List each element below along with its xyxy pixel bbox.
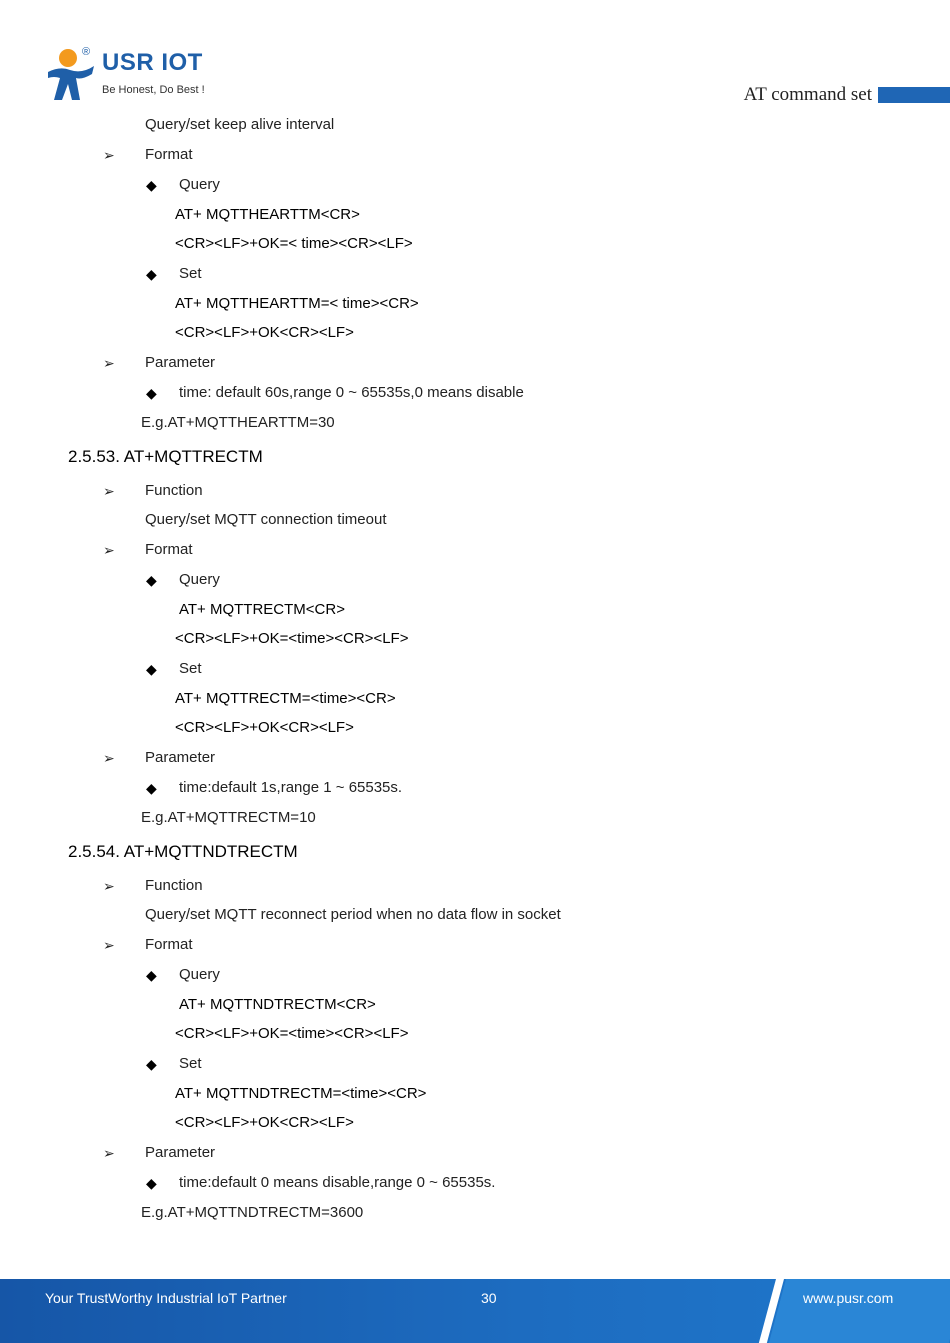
diamond-bullet-icon: ◆ (146, 1056, 157, 1072)
sec2-query-response: <CR><LF>+OK=<time><CR><LF> (175, 1025, 409, 1042)
sec2-description: Query/set MQTT reconnect period when no data flow in socket (145, 906, 561, 923)
sec2-parameter-label: Parameter (145, 1144, 216, 1161)
sec2-query-command: AT+ MQTTNDTRECTM<CR> (179, 996, 376, 1013)
diamond-bullet-icon: ◆ (146, 266, 157, 282)
page-number: 30 (481, 1290, 497, 1306)
document-title: AT command set (743, 84, 872, 105)
diamond-bullet-icon: ◆ (146, 967, 157, 983)
sec2-query-label: Query (179, 966, 220, 983)
diamond-bullet-icon: ◆ (146, 1175, 157, 1191)
sec2-function-label: Function (145, 877, 203, 894)
diamond-bullet-icon: ◆ (146, 780, 157, 796)
section-heading-mqttndtrectm: 2.5.54. AT+MQTTNDTRECTM (68, 842, 298, 861)
sec1-description: Query/set MQTT connection timeout (145, 511, 387, 528)
intro-description: Query/set keep alive interval (145, 116, 335, 133)
sec1-query-command: AT+ MQTTRECTM<CR> (179, 601, 345, 618)
intro-set-response: <CR><LF>+OK<CR><LF> (175, 324, 354, 341)
sec1-parameter-desc: time:default 1s,range 1 ~ 65535s. (179, 779, 403, 796)
intro-query-label: Query (179, 176, 220, 193)
footer-right-panel (769, 1279, 950, 1343)
sec1-query-label: Query (179, 571, 220, 588)
diamond-bullet-icon: ◆ (146, 385, 157, 401)
sec2-parameter-desc: time:default 0 means disable,range 0 ~ 65535s. (179, 1174, 496, 1191)
sec1-function-label: Function (145, 482, 203, 499)
sec1-example: E.g.AT+MQTTRECTM=10 (141, 809, 316, 826)
intro-query-response: <CR><LF>+OK=< time><CR><LF> (175, 235, 413, 252)
intro-set-command: AT+ MQTTHEARTTM=< time><CR> (175, 295, 419, 312)
arrowhead-bullet-icon: ➢ (103, 937, 115, 953)
sec1-set-response: <CR><LF>+OK<CR><LF> (175, 719, 354, 736)
diamond-bullet-icon: ◆ (146, 177, 157, 193)
sec2-example: E.g.AT+MQTTNDTRECTM=3600 (141, 1204, 364, 1221)
sec1-format-label: Format (145, 541, 193, 558)
header-accent-bar (878, 87, 950, 103)
arrowhead-bullet-icon: ➢ (103, 750, 115, 766)
intro-set-label: Set (179, 265, 202, 282)
intro-query-command: AT+ MQTTHEARTTM<CR> (175, 206, 360, 223)
registered-mark: ® (82, 46, 91, 58)
intro-example: E.g.AT+MQTTHEARTTM=30 (141, 414, 335, 431)
section-heading-mqttrectm: 2.5.53. AT+MQTTRECTM (68, 447, 263, 466)
person-logo-icon (46, 46, 98, 102)
logo-slogan: Be Honest, Do Best ! (102, 84, 205, 96)
sec2-format-label: Format (145, 936, 193, 953)
diamond-bullet-icon: ◆ (146, 572, 157, 588)
company-logo (46, 46, 216, 102)
arrowhead-bullet-icon: ➢ (103, 1145, 115, 1161)
arrowhead-bullet-icon: ➢ (103, 147, 115, 163)
sec2-set-response: <CR><LF>+OK<CR><LF> (175, 1114, 354, 1131)
footer-website-link[interactable]: www.pusr.com (803, 1290, 894, 1306)
arrowhead-bullet-icon: ➢ (103, 483, 115, 499)
sec1-set-command: AT+ MQTTRECTM=<time><CR> (175, 690, 396, 707)
sec1-set-label: Set (179, 660, 202, 677)
intro-format-label: Format (145, 146, 193, 163)
logo-brand-text: USR IOT (102, 49, 203, 76)
sec1-parameter-label: Parameter (145, 749, 216, 766)
footer-tagline: Your TrustWorthy Industrial IoT Partner (45, 1290, 287, 1306)
diamond-bullet-icon: ◆ (146, 661, 157, 677)
arrowhead-bullet-icon: ➢ (103, 355, 115, 371)
page-footer (0, 1279, 950, 1343)
sec2-set-label: Set (179, 1055, 202, 1072)
arrowhead-bullet-icon: ➢ (103, 878, 115, 894)
intro-parameter-desc: time: default 60s,range 0 ~ 65535s,0 means disable (179, 384, 524, 401)
arrowhead-bullet-icon: ➢ (103, 542, 115, 558)
intro-parameter-label: Parameter (145, 354, 216, 371)
sec1-query-response: <CR><LF>+OK=<time><CR><LF> (175, 630, 409, 647)
sec2-set-command: AT+ MQTTNDTRECTM=<time><CR> (175, 1085, 427, 1102)
